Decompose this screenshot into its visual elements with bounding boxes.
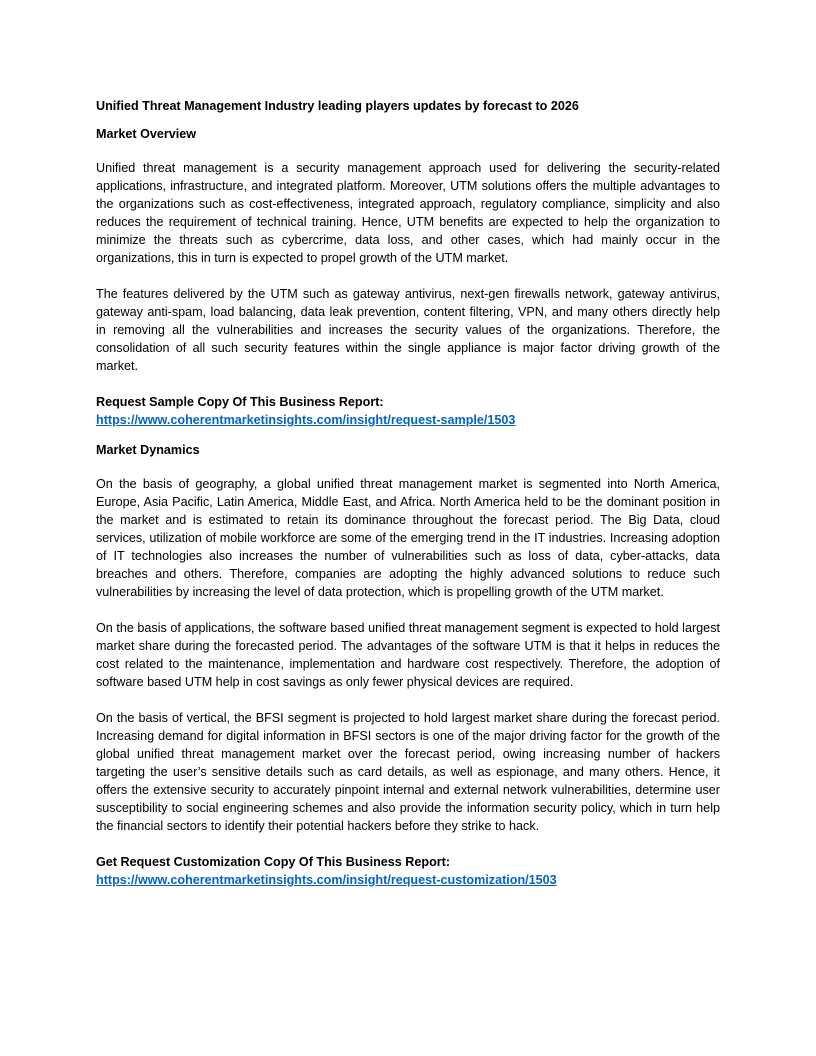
request-customization-label: Get Request Customization Copy Of This Business Report: [96, 855, 451, 869]
dynamics-paragraph-2: On the basis of applications, the software based unified threat management segment is expected to hold largest market share during the forecasted period. The advantages of the software UTM is that it helps in reduces the cost related to the maintenance, implementation and hardware cost respectively. Therefore, the adoption of software based UTM help in cost savings as only fewer physical devices are required. [96, 621, 720, 689]
request-sample-label: Request Sample Copy Of This Business Report: [96, 395, 384, 409]
market-overview-heading: Market Overview [96, 127, 197, 141]
request-customization-block [96, 853, 720, 889]
dynamics-paragraph-3: On the basis of vertical, the BFSI segment is projected to hold largest market share during the forecast period. Increasing demand for digital information in BFSI sectors is one of the major driving factor for the growth of the global unified threat management market over the forecast period, owing increasing number of hackers targeting the user’s sensitive details such as card details, as well as espionage, and many others. Hence, it offers the extensive security to accurately pinpoint internal and external network vulnerabilities, determine user susceptibility to social engineering schemes and also provide the information security policy, which in turn help the financial sectors to identify their potential hackers before they strike to hack. [96, 711, 720, 833]
request-sample-link[interactable]: https://www.coherentmarketinsights.com/insight/request-sample/1503 [96, 413, 516, 427]
overview-paragraph-2: The features delivered by the UTM such as gateway antivirus, next-gen firewalls network, gateway antivirus, gateway anti-spam, load balancing, data leak prevention, content filtering, VPN, and many others directly help in removing all the vulnerabilities and increases the security values of the organizations. Therefore, the consolidation of all such security features within the single appliance is major factor driving growth of the market. [96, 287, 720, 373]
overview-paragraph-1: Unified threat management is a security management approach used for delivering the security-related applications, infrastructure, and integrated platform. Moreover, UTM solutions offers the multiple advantages to the organizations such as cost-effectiveness, integrated approach, regulatory compliance, simplicity and also reduces the requirement of technical training. Hence, UTM benefits are expected to help the organization to minimize the threats such as cybercrime, data loss, and other cases, which had mainly occur in the organizations, this in turn is expected to propel growth of the UTM market. [96, 161, 720, 265]
dynamics-paragraph-1: On the basis of geography, a global unified threat management market is segmented into North America, Europe, Asia Pacific, Latin America, Middle East, and Africa. North America held to be the dominant position in the market and is estimated to retain its dominance throughout the forecast period. The Big Data, cloud services, utilization of mobile workforce are some of the emerging trend in the IT industries. Increasing adoption of IT technologies also increases the number of vulnerabilities such as loss of data, cyber-attacks, data breaches and others. Therefore, companies are adopting the highly advanced solutions to reduce such vulnerabilities by increasing the level of data protection, which is propelling growth of the UTM market. [96, 477, 720, 599]
request-customization-link[interactable]: https://www.coherentmarketinsights.com/insight/request-customization/1503 [96, 873, 557, 887]
document-title: Unified Threat Management Industry leading players updates by forecast to 2026 [96, 99, 579, 113]
request-sample-block [96, 393, 720, 429]
market-dynamics-heading: Market Dynamics [96, 443, 200, 457]
document-body [96, 97, 720, 901]
